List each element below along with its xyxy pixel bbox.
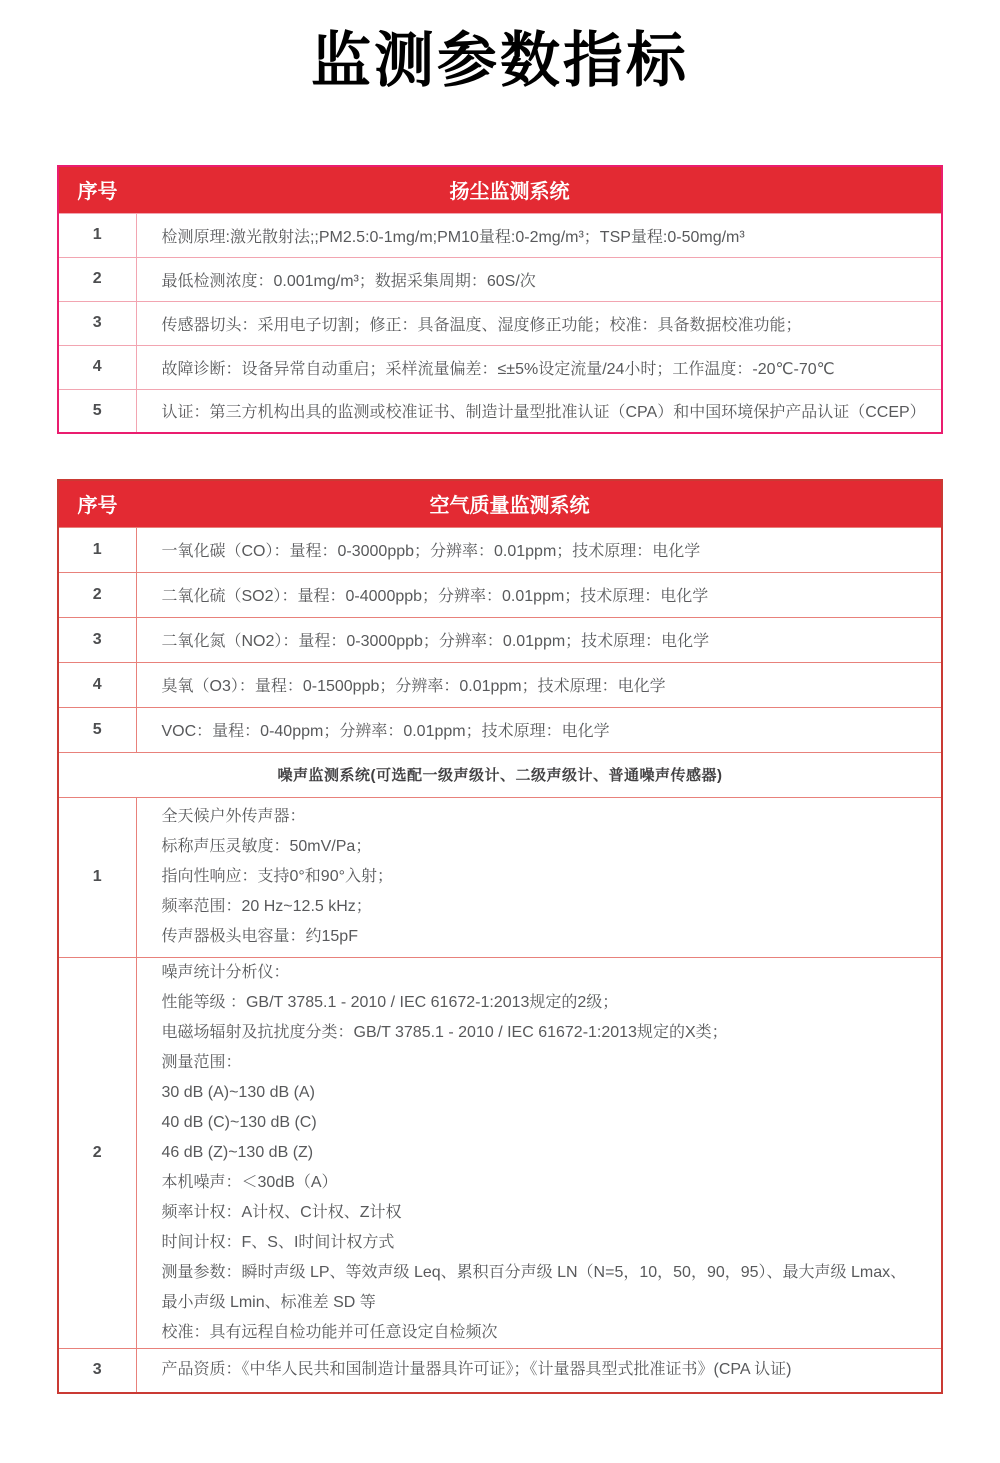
spec-line: 产品资质：《中华人民共和国制造计量器具许可证》；《计量器具型式批准证书》(CPA 认证) [161, 1361, 792, 1379]
table-row [58, 345, 942, 389]
noise-section-header-row [58, 752, 942, 797]
spec-line: 40 dB (C)~130 dB (C) [161, 1113, 317, 1131]
row-number: 5 [58, 707, 136, 752]
spec-line: 频率计权：A计权、C计权、Z计权 [161, 1203, 402, 1221]
spec-cell [136, 527, 942, 572]
spec-cell [136, 572, 942, 617]
spec-cell [136, 389, 942, 433]
noise-section-title: 噪声监测系统(可选配一级声级计、二级声级计、普通噪声传感器) [58, 752, 942, 797]
air-table-header-row [58, 480, 942, 527]
table-row [58, 527, 942, 572]
row-number: 3 [58, 301, 136, 345]
air-table-title: 空气质量监测系统 [136, 480, 942, 527]
spec-line: 噪声统计分析仪： [161, 963, 290, 981]
spec-line: 一氧化碳（CO）：量程：0-3000ppb；分辨率：0.01ppm；技术原理：电化学 [161, 543, 701, 560]
table-row [58, 1348, 942, 1393]
spec-line: 本机噪声：＜30dB（A） [161, 1173, 338, 1191]
spec-cell [136, 301, 942, 345]
spec-cell [136, 662, 942, 707]
spec-cell [136, 257, 942, 301]
spec-cell [136, 345, 942, 389]
spec-line: 电磁场辐射及抗扰度分类：GB/T 3785.1 - 2010 / IEC 61672-1:2013规定的X类； [161, 1023, 728, 1041]
spec-line: 传声器极头电容量：约15pF [161, 928, 358, 945]
page-title: 监测参数指标 [311, 27, 689, 94]
table-row [58, 957, 942, 1348]
dust-table-title: 扬尘监测系统 [136, 166, 942, 213]
dust-table-header-row [58, 166, 942, 213]
spec-line: 测量参数：瞬时声级 LP、等效声级 Leq、累积百分声级 LN（N=5，10，50，90，95）、最大声级 Lmax、 [161, 1263, 907, 1281]
spec-line: 30 dB (A)~130 dB (A) [161, 1083, 315, 1101]
row-number: 2 [58, 957, 136, 1348]
spec-cell [136, 797, 942, 957]
table-row [58, 257, 942, 301]
row-number: 2 [58, 572, 136, 617]
spec-line: 指向性响应：支持0°和90°入射； [161, 868, 393, 885]
spec-line: 最低检测浓度：0.001mg/m³；数据采集周期：60S/次 [161, 272, 536, 290]
row-number: 2 [58, 257, 136, 301]
table-row [58, 707, 942, 752]
spec-cell [136, 707, 942, 752]
spec-line: 二氧化氮（NO2）：量程：0-3000ppb；分辨率：0.01ppm；技术原理：电化学 [161, 633, 710, 650]
spec-line: 46 dB (Z)~130 dB (Z) [161, 1143, 314, 1161]
row-number: 3 [58, 617, 136, 662]
spec-line: 传感器切头：采用电子切割；修正：具备温度、湿度修正功能；校准：具备数据校准功能； [161, 316, 802, 334]
row-number: 1 [58, 527, 136, 572]
row-number: 3 [58, 1348, 136, 1393]
row-number: 4 [58, 345, 136, 389]
spec-cell [136, 213, 942, 257]
seq-column-header: 序号 [58, 480, 136, 527]
spec-line: 臭氧（O3）：量程：0-1500ppb；分辨率：0.01ppm；技术原理：电化学 [161, 678, 666, 695]
row-number: 5 [58, 389, 136, 433]
spec-line: 检测原理:激光散射法;;PM2.5:0-1mg/m;PM10量程:0-2mg/m³；TSP量程:0-50mg/m³ [161, 228, 745, 246]
spec-cell [136, 1348, 942, 1393]
spec-line: 频率范围：20 Hz~12.5 kHz； [161, 898, 372, 915]
row-number: 1 [58, 213, 136, 257]
row-number: 4 [58, 662, 136, 707]
table-row [58, 389, 942, 433]
spec-cell [136, 617, 942, 662]
dust-table-body [58, 213, 942, 433]
table-row [58, 301, 942, 345]
spec-cell [136, 957, 942, 1348]
row-number: 1 [58, 797, 136, 957]
spec-line: 性能等级 ：GB/T 3785.1 - 2010 / IEC 61672-1:2013规定的2级； [161, 993, 619, 1011]
table-row [58, 213, 942, 257]
spec-line: VOC：量程：0-40ppm；分辨率：0.01ppm；技术原理：电化学 [161, 723, 610, 740]
table-row [58, 617, 942, 662]
table-row [58, 797, 942, 957]
air-quality-table [57, 479, 943, 1394]
spec-line: 校准：具有远程自检功能并可任意设定自检频次 [161, 1323, 498, 1341]
spec-line: 二氧化硫（SO2）：量程：0-4000ppb；分辨率：0.01ppm；技术原理：电化学 [161, 588, 709, 605]
table-row [58, 662, 942, 707]
dust-monitoring-table [57, 165, 943, 434]
seq-column-header: 序号 [58, 166, 136, 213]
air-table-body [58, 527, 942, 1393]
spec-line: 最小声级 Lmin、标准差 SD 等 [161, 1293, 376, 1311]
spec-line: 全天候户外传声器： [161, 808, 306, 825]
table-row [58, 572, 942, 617]
spec-line: 故障诊断：设备异常自动重启；采样流量偏差：≤±5%设定流量/24小时；工作温度：-20℃-70℃ [161, 360, 835, 378]
spec-line: 时间计权：F、S、I时间计权方式 [161, 1233, 395, 1251]
spec-line: 测量范围： [161, 1053, 242, 1071]
spec-line: 标称声压灵敏度：50mV/Pa； [161, 838, 372, 855]
spec-line: 认证：第三方机构出具的监测或校准证书、制造计量型批准认证（CPA）和中国环境保护产品认证（CCEP） [161, 404, 926, 422]
